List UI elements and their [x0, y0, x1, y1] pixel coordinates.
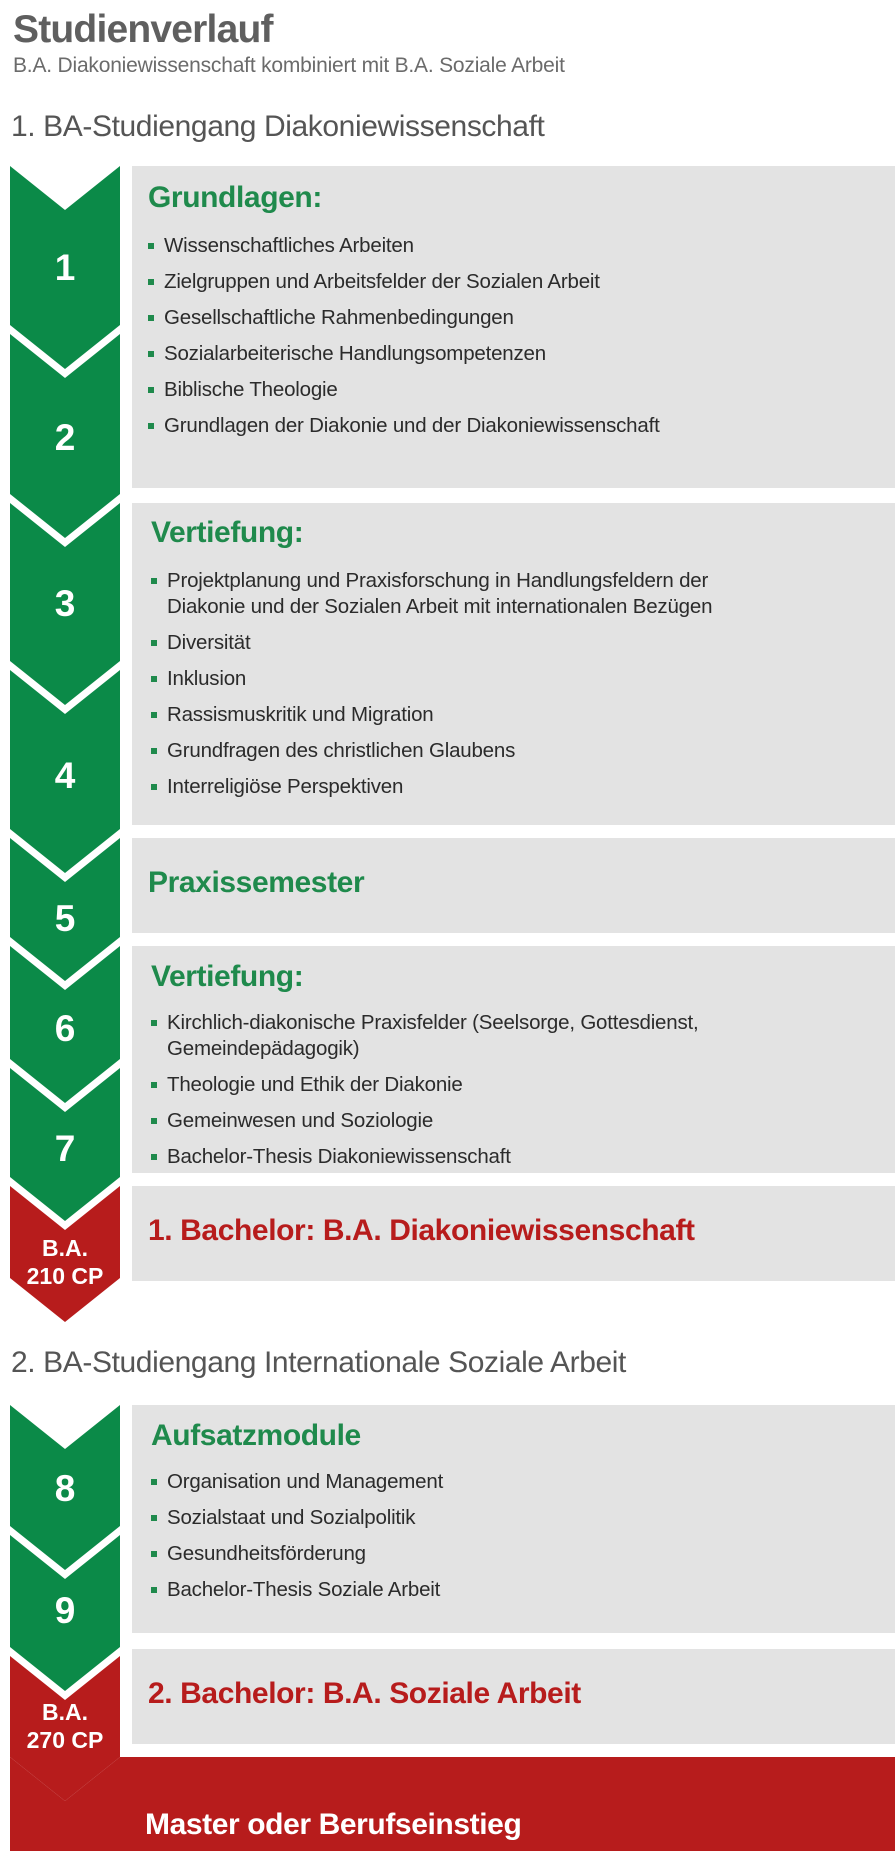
- list-item: Zielgruppen und Arbeitsfelder der Sozialen Arbeit: [148, 269, 878, 295]
- module-list: [151, 568, 781, 810]
- module-block-vertiefung-1: [132, 503, 895, 825]
- block-title: 2. Bachelor: B.A. Soziale Arbeit: [148, 1677, 581, 1710]
- list-item: Interreligiöse Perspektiven: [151, 774, 781, 800]
- list-item: Sozialarbeiterische Handlungsompetenzen: [148, 341, 878, 367]
- list-item: Projektplanung und Praxisforschung in Handlungsfeldern der Diakonie und der Sozialen Arbeit mit internationalen Bezügen: [151, 568, 781, 620]
- block-title: Praxissemester: [148, 866, 365, 899]
- block-title: 1. Bachelor: B.A. Diakoniewissenschaft: [148, 1214, 695, 1247]
- semester-label-2: 2: [54, 417, 76, 458]
- list-item: Gesellschaftliche Rahmenbedingungen: [148, 305, 878, 331]
- module-list: [151, 1469, 881, 1613]
- list-item: Rassismuskritik und Migration: [151, 702, 781, 728]
- module-list: [151, 1010, 891, 1180]
- section-heading-soziale-arbeit: 2. BA-Studiengang Internationale Soziale Arbeit: [11, 1346, 626, 1379]
- list-item: Theologie und Ethik der Diakonie: [151, 1072, 891, 1098]
- degree-block-soziale-arbeit: [132, 1649, 895, 1744]
- final-banner-label: Master oder Berufseinstieg: [145, 1808, 522, 1841]
- list-item: Grundlagen der Diakonie und der Diakoniewissenschaft: [148, 413, 878, 439]
- module-block-grundlagen: [132, 166, 895, 488]
- list-item: Diversität: [151, 630, 781, 656]
- list-item: Bachelor-Thesis Soziale Arbeit: [151, 1577, 881, 1603]
- semester-label-6: 6: [54, 1008, 76, 1049]
- list-item: Gesundheitsförderung: [151, 1541, 881, 1567]
- module-block-praxissemester: [132, 838, 895, 933]
- page-title: Studienverlauf: [13, 8, 273, 51]
- semester-label-7: 7: [54, 1128, 76, 1169]
- list-item: Grundfragen des christlichen Glaubens: [151, 738, 781, 764]
- section-heading-diakonie: 1. BA-Studiengang Diakoniewissenschaft: [11, 110, 545, 143]
- module-block-vertiefung-2: [132, 946, 895, 1173]
- page-subtitle: B.A. Diakoniewissenschaft kombiniert mit B.A. Soziale Arbeit: [13, 54, 565, 77]
- list-item: Sozialstaat und Sozialpolitik: [151, 1505, 881, 1531]
- list-item: Inklusion: [151, 666, 781, 692]
- block-title: Grundlagen:: [148, 181, 322, 214]
- degree-label-270-line1: B.A.: [42, 1699, 88, 1725]
- module-block-aufsatzmodule: [132, 1405, 895, 1633]
- degree-label-210-line1: B.A.: [42, 1235, 88, 1261]
- semester-label-1: 1: [54, 247, 76, 288]
- semester-label-9: 9: [54, 1590, 76, 1631]
- semester-label-5: 5: [54, 898, 76, 939]
- list-item: Biblische Theologie: [148, 377, 878, 403]
- degree-block-diakonie: [132, 1186, 895, 1281]
- list-item: Organisation und Management: [151, 1469, 881, 1495]
- module-list: [148, 233, 878, 449]
- block-title: Vertiefung:: [151, 960, 304, 993]
- list-item: Gemeinwesen und Soziologie: [151, 1108, 891, 1134]
- semester-label-3: 3: [54, 583, 76, 624]
- block-title: Vertiefung:: [151, 516, 304, 549]
- degree-label-210-line2: 210 CP: [26, 1263, 104, 1289]
- semester-label-4: 4: [54, 755, 76, 796]
- block-title: Aufsatzmodule: [151, 1419, 361, 1452]
- degree-label-270-line2: 270 CP: [26, 1727, 104, 1753]
- list-item: Kirchlich-diakonische Praxisfelder (Seelsorge, Gottesdienst, Gemeindepädagogik): [151, 1010, 891, 1062]
- semester-label-8: 8: [54, 1468, 76, 1509]
- list-item: Wissenschaftliches Arbeiten: [148, 233, 878, 259]
- list-item: Bachelor-Thesis Diakoniewissenschaft: [151, 1144, 891, 1170]
